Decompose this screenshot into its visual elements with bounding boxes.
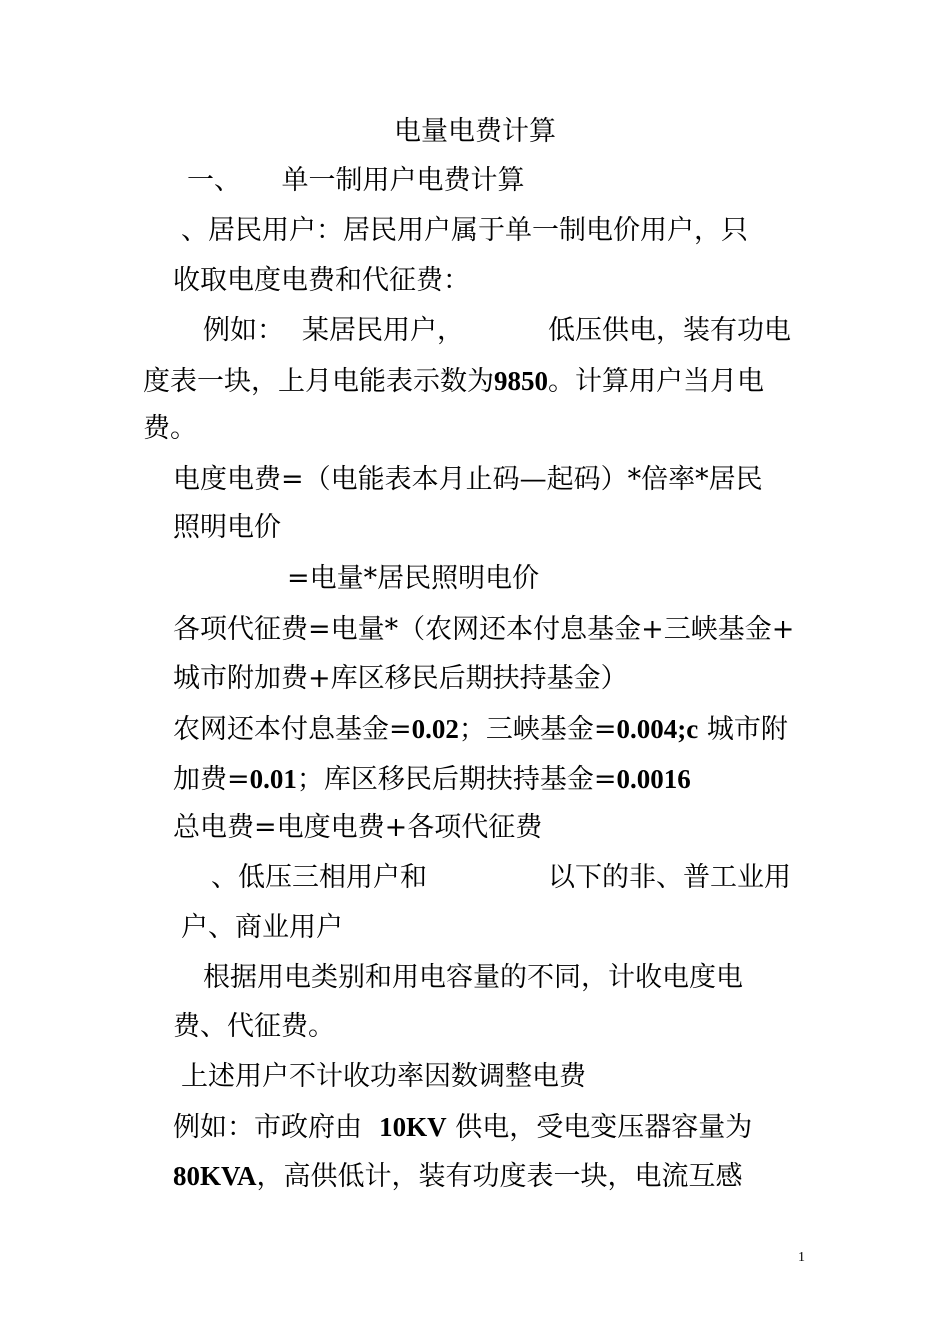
formula-line: 城市附加费+库区移民后期扶持基金） [173, 663, 628, 694]
text-run: 度表一块，上月电能表示数为 [143, 366, 494, 397]
text-run: 农网还本付息基金= [173, 714, 412, 745]
page-number: 1 [798, 1250, 805, 1265]
formula-line: 电度电费=（电能表本月止码—起码）*倍率*居民 [173, 464, 763, 495]
formula-line: 总电费=电度电费+各项代征费 [173, 812, 543, 843]
number-run: 0.0016 [616, 764, 691, 794]
document-title: 电量电费计算 [394, 116, 556, 147]
formula-line [173, 763, 691, 796]
text-run: ；库区移民后期扶持基金= [296, 764, 617, 795]
paragraph-line: 、低压三相用户和 [211, 862, 427, 893]
formula-line: =电量*居民照明电价 [287, 563, 540, 594]
number-run: 10KV [379, 1112, 447, 1142]
paragraph-line [203, 315, 284, 347]
paragraph-line [173, 1111, 752, 1144]
paragraph-line: 收取电度电费和代征费： [173, 265, 470, 296]
text-run: ；三峡基金= [458, 714, 617, 745]
number-run: 0.02 [411, 714, 459, 744]
paragraph-line: 根据用电类别和用电容量的不同，计收电度电 [203, 962, 743, 993]
paragraph-line [302, 315, 464, 347]
number-run: 9850 [494, 366, 548, 396]
formula-line: 各项代征费=电量*（农网还本付息基金+三峡基金+ [173, 614, 795, 645]
section-heading-1: 一、 单一制用户电费计算 [187, 165, 525, 196]
text-run: 例如： [203, 315, 284, 346]
text-run: 城市附 [698, 714, 788, 745]
paragraph-line [143, 365, 764, 398]
formula-line [173, 713, 788, 746]
text-run: ，高供低计，装有功度表一块，电流互感 [256, 1161, 743, 1192]
paragraph-line [548, 315, 791, 347]
text-run: 某居民用户， [302, 315, 464, 346]
number-run: 0.01 [249, 764, 297, 794]
formula-line: 照明电价 [173, 512, 281, 543]
text-run: 供电，受电变压器容量为 [455, 1112, 753, 1143]
text-run: 加费= [173, 764, 250, 795]
paragraph-line: 费。 [143, 413, 197, 444]
paragraph-line: 上述用户不计收功率因数调整电费 [181, 1061, 586, 1092]
text-run: 例如：市政府由 [173, 1112, 362, 1143]
paragraph-line: 、居民用户：居民用户属于单一制电价用户，只 [181, 215, 748, 246]
number-run: 0.004;c [616, 714, 699, 744]
text-run: 。计算用户当月电 [548, 366, 764, 397]
paragraph-line [173, 1160, 743, 1193]
paragraph-line: 户、商业用户 [181, 912, 343, 943]
paragraph-line: 费、代征费。 [173, 1011, 335, 1042]
paragraph-line: 以下的非、普工业用 [548, 862, 791, 893]
text-run: 低压供电，装有功电 [548, 315, 791, 346]
number-run: 80KVA [173, 1161, 257, 1191]
